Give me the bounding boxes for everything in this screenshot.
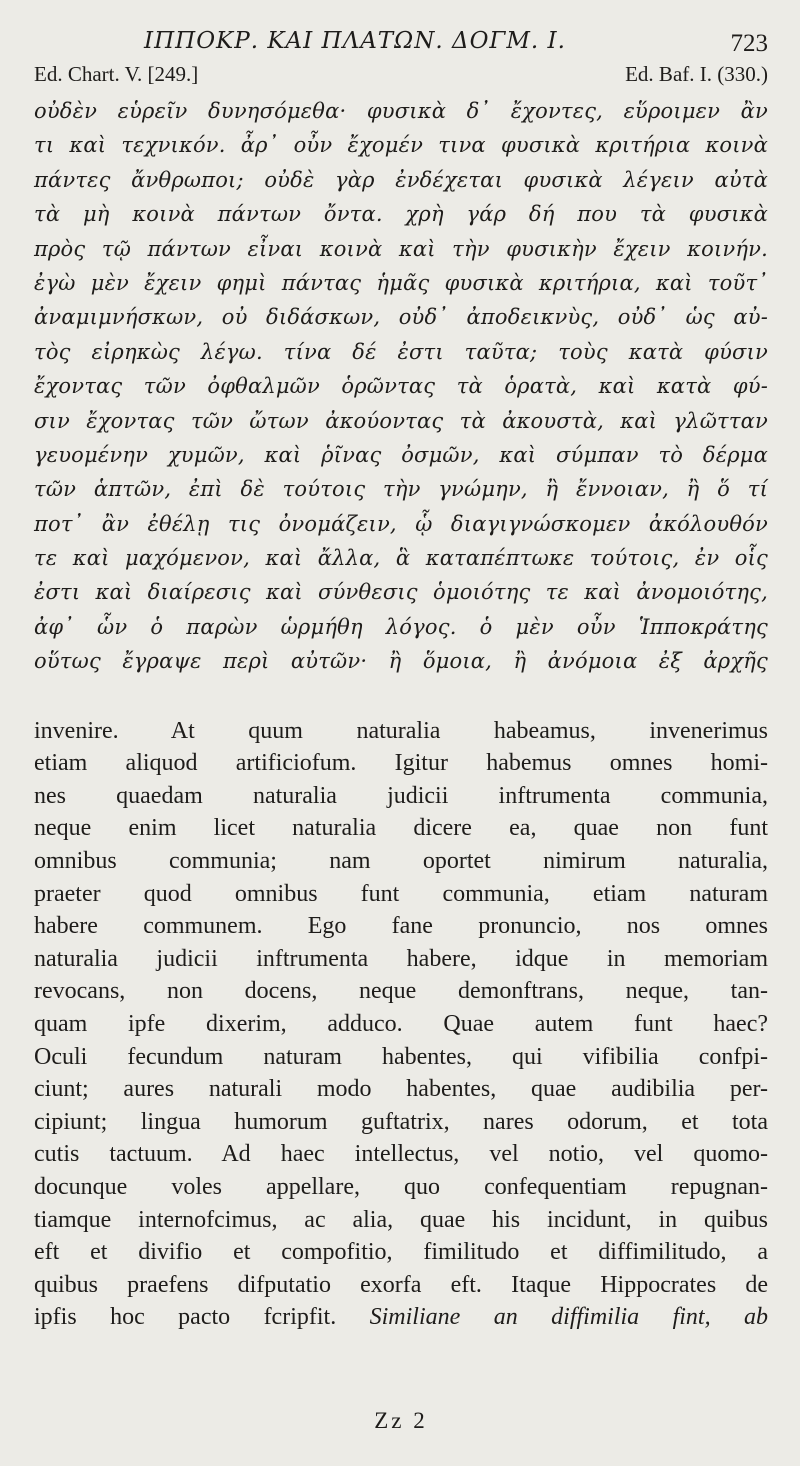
- latin-line: omnibus communia; nam oportet nimirum naturalia,: [34, 848, 768, 875]
- latin-line: invenire. At quum naturalia habeamus, invenerimus: [34, 717, 768, 744]
- running-title: ΙΠΠΟΚΡ. ΚΑΙ ΠΛΑΤΩΝ. ΔΟΓΜ. Ι.: [144, 28, 566, 54]
- page: [34, 28, 768, 1448]
- greek-line: ἀναμιμνήσκων, οὐ διδάσκων, οὐδ᾽ ἀποδεικνὺς, οὐδ᾽ ὡς αὐ-: [34, 305, 768, 330]
- greek-line: πάντες ἄνθρωποι; οὐδὲ γὰρ ἐνδέχεται φυσικὰ λέγειν αὐτὰ: [34, 167, 768, 192]
- edition-line: [34, 62, 768, 92]
- latin-line: habere communem. Ego fane pronuncio, nos omnes: [34, 913, 768, 940]
- running-head: [34, 28, 768, 62]
- latin-line: Oculi fecundum naturam habentes, qui vifibilia confpi-: [34, 1043, 768, 1070]
- greek-line: τι καὶ τεχνικόν. ἆρ᾽ οὖν ἔχομέν τινα φυσικὰ κριτήρια κοινὰ: [34, 133, 768, 158]
- latin-line: ciunt; aures naturali modo habentes, quae audibilia per-: [34, 1076, 768, 1103]
- greek-line: οὕτως ἔγραψε περὶ αὐτῶν· ἢ ὅμοια, ἢ ἀνόμοια ἐξ ἀρχῆς: [34, 649, 768, 674]
- edition-basel: Ed. Baf. I. (330.): [625, 62, 768, 86]
- greek-line: τὸς εἰρηκὼς λέγω. τίνα δέ ἐστι ταῦτα; τοὺς κατὰ φύσιν: [34, 339, 768, 364]
- latin-line: nes quaedam naturalia judicii inftrumenta communia,: [34, 782, 768, 809]
- latin-line: docunque voles appellare, quo confequentiam repugnan-: [34, 1173, 768, 1200]
- greek-text: [34, 94, 768, 679]
- greek-line: ποτ᾽ ἂν ἐθέλῃ τις ὀνομάζειν, ᾧ διαγιγνώσκομεν ἀκόλουθόν: [34, 511, 768, 536]
- greek-line: ἐγὼ μὲν ἔχειν φημὶ πάντας ἡμᾶς φυσικὰ κριτήρια, καὶ τοῦτ᾽: [34, 270, 768, 295]
- latin-line: naturalia judicii inftrumenta habere, idque in memoriam: [34, 945, 768, 972]
- greek-line: πρὸς τῷ πάντων εἶναι κοινὰ καὶ τὴν φυσικὴν ἔχειν κοινήν.: [34, 236, 768, 261]
- latin-line: cipiunt; lingua humorum guftatrix, nares odorum, et tota: [34, 1108, 768, 1135]
- latin-line: cutis tactuum. Ad haec intellectus, vel notio, vel quomo-: [34, 1141, 768, 1168]
- greek-line: ἐστι καὶ διαίρεσις καὶ σύνθεσις ὁμοιότης τε καὶ ἀνομοιότης,: [34, 580, 768, 605]
- page-number: 723: [730, 30, 768, 57]
- greek-line: τὰ μὴ κοινὰ πάντων ὄντα. χρὴ γάρ δή που τὰ φυσικὰ: [34, 202, 768, 227]
- latin-line: praeter quod omnibus funt communia, etiam naturam: [34, 880, 768, 907]
- edition-chartier: Ed. Chart. V. [249.]: [34, 62, 199, 86]
- greek-line: γευομένην χυμῶν, καὶ ῥῖνας ὀσμῶν, καὶ σύμπαν τὸ δέρμα: [34, 442, 768, 467]
- latin-line: quam ipfe dixerim, adduco. Quae autem funt haec?: [34, 1010, 768, 1037]
- latin-last-roman: ipfis hoc pacto fcripfit.: [34, 1304, 337, 1331]
- greek-line: τῶν ἁπτῶν, ἐπὶ δὲ τούτοις τὴν γνώμην, ἢ ἔννοιαν, ἢ ὅ τί: [34, 477, 768, 502]
- greek-line: οὐδὲν εὑρεῖν δυνησόμεθα· φυσικὰ δ᾽ ἔχοντες, εὕροιμεν ἂν: [34, 99, 768, 123]
- latin-last-line: [34, 1301, 768, 1334]
- signature-mark: Zz 2: [374, 1408, 428, 1433]
- latin-line: neque enim licet naturalia dicere ea, quae non funt: [34, 815, 768, 842]
- latin-text: [34, 715, 768, 1334]
- latin-line: quibus praefens difputatio exorfa eft. Itaque Hippocrates de: [34, 1271, 768, 1298]
- latin-line: eft et divifio et compofitio, fimilitudo et diffimilitudo, a: [34, 1239, 768, 1266]
- latin-line: revocans, non docens, neque demonftrans, neque, tan-: [34, 978, 768, 1005]
- latin-last-italic: Similiane an diffimilia fint, ab: [369, 1304, 769, 1331]
- latin-line: tiamque internofcimus, ac alia, quae his incidunt, in quibus: [34, 1206, 768, 1233]
- greek-line: τε καὶ μαχόμενον, καὶ ἄλλα, ἃ καταπέπτωκε τούτοις, ἐν οἷς: [34, 546, 768, 571]
- greek-line: ἀφ᾽ ὧν ὁ παρὼν ὡρμήθη λόγος. ὁ μὲν οὖν Ἱπποκράτης: [34, 614, 768, 639]
- greek-line: ἔχοντας τῶν ὀφθαλμῶν ὁρῶντας τὰ ὁρατὰ, καὶ κατὰ φύ-: [34, 374, 768, 399]
- latin-line: etiam aliquod artificiofum. Igitur habemus omnes homi-: [34, 750, 768, 777]
- greek-line: σιν ἔχοντας τῶν ὤτων ἀκούοντας τὰ ἀκουστὰ, καὶ γλῶτταν: [34, 408, 768, 433]
